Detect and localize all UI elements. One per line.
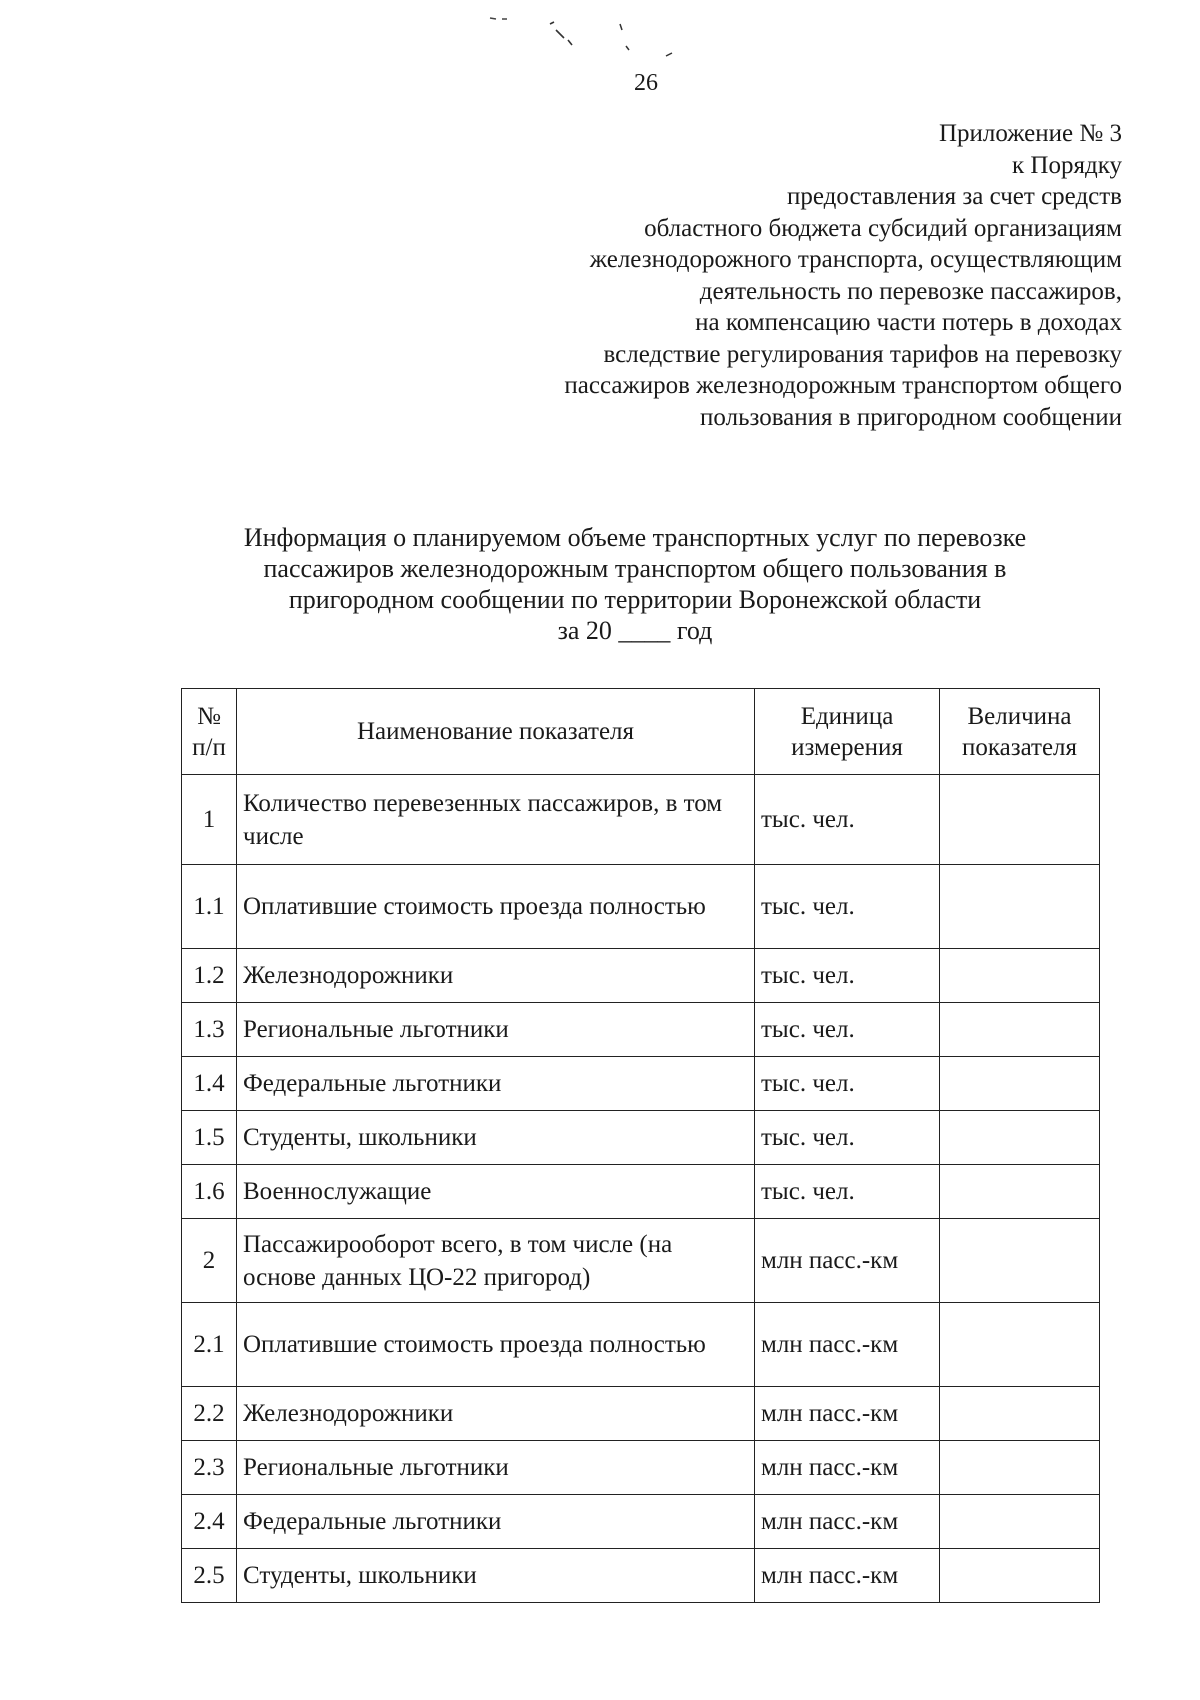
header-name: Наименование показателя [237, 689, 755, 775]
page-number: 26 [634, 70, 658, 96]
row-unit: млн пасс.-км [755, 1387, 940, 1441]
row-num: 1.2 [182, 949, 237, 1003]
row-num: 2.2 [182, 1387, 237, 1441]
appendix-line: вследствие регулирования тарифов на перевозку [603, 340, 1122, 368]
table-row [182, 775, 1100, 865]
row-name: Региональные льготники [237, 1441, 755, 1495]
row-name: Региональные льготники [237, 1003, 755, 1057]
row-value [940, 1003, 1100, 1057]
indicators-table-container [181, 688, 1099, 1603]
row-value [940, 775, 1100, 865]
header-num: № п/п [182, 689, 237, 775]
row-unit: млн пасс.-км [755, 1441, 940, 1495]
row-value [940, 1495, 1100, 1549]
row-value [940, 1111, 1100, 1165]
table-row [182, 1003, 1100, 1057]
table-row [182, 949, 1100, 1003]
row-name: Железнодорожники [237, 949, 755, 1003]
row-num: 1.6 [182, 1165, 237, 1219]
row-name: Пассажирооборот всего, в том числе (на основе данных ЦО-22 пригород) [237, 1219, 755, 1303]
appendix-line: пассажиров железнодорожным транспортом общего [564, 372, 1122, 399]
row-name: Студенты, школьники [237, 1111, 755, 1165]
row-value [940, 1441, 1100, 1495]
table-row [182, 1495, 1100, 1549]
row-unit: тыс. чел. [755, 1165, 940, 1219]
row-value [940, 1387, 1100, 1441]
title-line: пригородном сообщении по территории Воронежской области [288, 585, 982, 614]
appendix-line: пользования в пригородном сообщении [700, 403, 1122, 431]
row-value [940, 1165, 1100, 1219]
row-unit: тыс. чел. [755, 865, 940, 949]
row-num: 1.5 [182, 1111, 237, 1165]
row-name: Оплатившие стоимость проезда полностью [237, 1303, 755, 1387]
appendix-line: железнодорожного транспорта, осуществляющим [589, 246, 1122, 273]
header-unit: Единица измерения [755, 689, 940, 775]
appendix-line: областного бюджета субсидий организациям [644, 214, 1122, 242]
table-row [182, 1549, 1100, 1603]
header-value: Величина показателя [940, 689, 1100, 775]
appendix-line: предоставления за счет средств [786, 183, 1122, 210]
row-name: Железнодорожники [237, 1387, 755, 1441]
document-title [160, 522, 1110, 646]
appendix-line: деятельность по перевозке пассажиров, [699, 277, 1122, 305]
row-num: 1.1 [182, 865, 237, 949]
row-unit: млн пасс.-км [755, 1303, 940, 1387]
appendix-line: Приложение № 3 [938, 120, 1122, 147]
row-value [940, 1057, 1100, 1111]
row-num: 2.4 [182, 1495, 237, 1549]
row-num: 1.3 [182, 1003, 237, 1057]
row-value [940, 1219, 1100, 1303]
row-value [940, 865, 1100, 949]
table-row [182, 1165, 1100, 1219]
row-value [940, 1303, 1100, 1387]
row-name: Оплатившие стоимость проезда полностью [237, 865, 755, 949]
table-header-row [182, 689, 1100, 775]
scan-artifact-marks [480, 10, 700, 70]
row-name: Федеральные льготники [237, 1057, 755, 1111]
table-row [182, 865, 1100, 949]
table-row [182, 1219, 1100, 1303]
row-num: 1 [182, 775, 237, 865]
row-unit: млн пасс.-км [755, 1219, 940, 1303]
title-line: за 20 ____ год [557, 616, 713, 645]
appendix-line: к Порядку [1012, 151, 1122, 179]
appendix-heading [422, 118, 1122, 433]
row-unit: тыс. чел. [755, 775, 940, 865]
title-line: пассажиров железнодорожным транспортом общего пользования в [263, 554, 1007, 583]
row-num: 2.3 [182, 1441, 237, 1495]
row-name: Количество перевезенных пассажиров, в том числе [237, 775, 755, 865]
row-unit: млн пасс.-км [755, 1549, 940, 1603]
row-num: 2.5 [182, 1549, 237, 1603]
title-line: Информация о планируемом объеме транспортных услуг по перевозке [243, 523, 1027, 552]
row-num: 1.4 [182, 1057, 237, 1111]
table-row [182, 1441, 1100, 1495]
row-unit: тыс. чел. [755, 949, 940, 1003]
row-unit: млн пасс.-км [755, 1495, 940, 1549]
row-unit: тыс. чел. [755, 1003, 940, 1057]
table-row [182, 1057, 1100, 1111]
table-row [182, 1111, 1100, 1165]
table-row [182, 1303, 1100, 1387]
row-name: Федеральные льготники [237, 1495, 755, 1549]
row-unit: тыс. чел. [755, 1057, 940, 1111]
row-name: Студенты, школьники [237, 1549, 755, 1603]
row-num: 2.1 [182, 1303, 237, 1387]
appendix-line: на компенсацию части потерь в доходах [695, 309, 1122, 336]
indicators-table [181, 688, 1100, 1603]
row-value [940, 949, 1100, 1003]
table-row [182, 1387, 1100, 1441]
row-num: 2 [182, 1219, 237, 1303]
row-value [940, 1549, 1100, 1603]
row-name: Военнослужащие [237, 1165, 755, 1219]
row-unit: тыс. чел. [755, 1111, 940, 1165]
